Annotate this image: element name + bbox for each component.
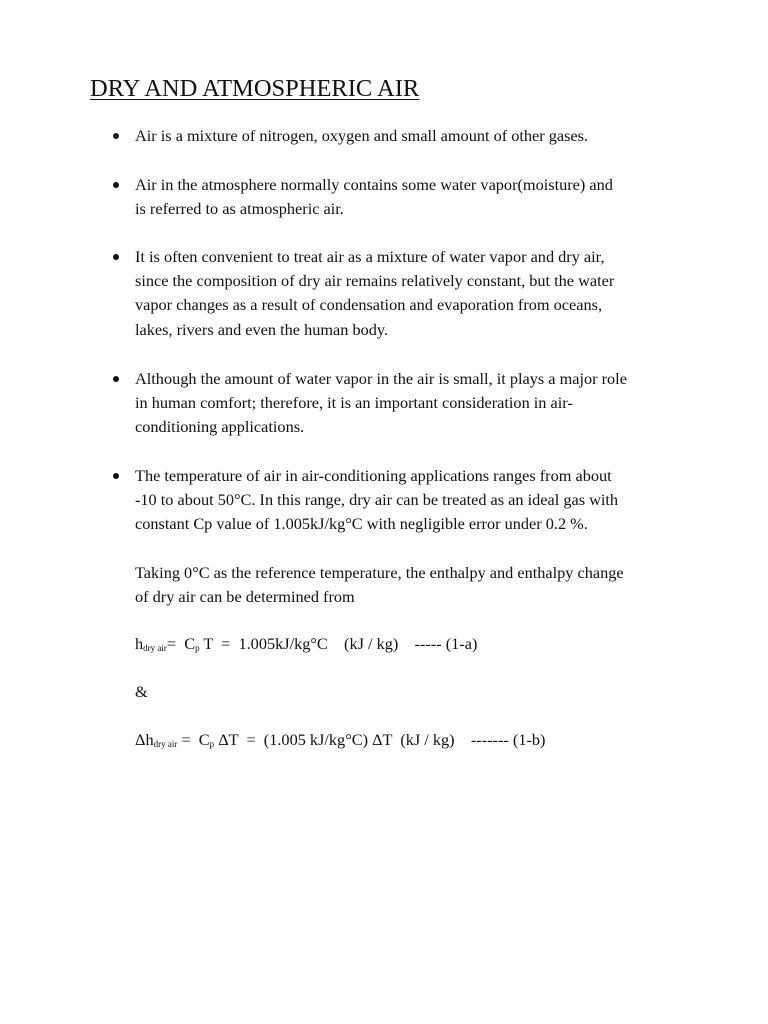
bullet-icon (113, 182, 119, 188)
cp-subscript: p (209, 739, 215, 749)
bullet-text: Although the amount of water vapor in the air is small, it plays a major role in human comfort; therefore, it is an important consideration in air- conditioning applications. (135, 369, 627, 437)
equation-rhs: T = 1.005kJ/kg°C (kJ / kg) ----- (1-a) (199, 634, 478, 653)
equation-middle: = C (177, 730, 210, 749)
bullet-icon (113, 376, 119, 382)
equation-rhs: ΔT = (1.005 kJ/kg°C) ΔT (kJ / kg) ------- (1-b) (214, 730, 546, 749)
bullet-text: It is often convenient to treat air as a mixture of water vapor and dry air, since the composition of dry air remains relatively constant, but the water vapor changes as a result of condensation and evaporation from oceans, lakes, rivers and even the human body. (135, 247, 615, 339)
bullet-icon (113, 133, 119, 139)
page-title: DRY AND ATMOSPHERIC AIR (90, 75, 420, 102)
bullet-text: The temperature of air in air-conditioning applications ranges from about -10 to about 50°C. In this range, dry air can be treated as an ideal gas with constant Cp value of 1.005kJ/kg°C with negligible error under 0.2 %. (135, 466, 619, 534)
cp-subscript: p (195, 643, 200, 653)
equation-subscript: dry air (153, 739, 178, 749)
ampersand: & (135, 682, 148, 701)
equation-middle: = C (166, 634, 196, 653)
bullet-icon (113, 473, 119, 479)
equation-enthalpy-change (135, 728, 545, 752)
equation-symbol: h (135, 634, 144, 653)
equation-subscript: dry air (143, 643, 167, 653)
bullet-icon (113, 254, 119, 260)
equation-enthalpy (135, 632, 477, 656)
bullet-text: Air in the atmosphere normally contains some water vapor(moisture) and is referred to as atmospheric air. (135, 175, 613, 219)
reference-paragraph: Taking 0°C as the reference temperature, the enthalpy and enthalpy change of dry air can be determined from (135, 563, 624, 607)
equation-symbol: Δh (135, 730, 154, 749)
bullet-text: Air is a mixture of nitrogen, oxygen and small amount of other gases. (135, 126, 589, 145)
